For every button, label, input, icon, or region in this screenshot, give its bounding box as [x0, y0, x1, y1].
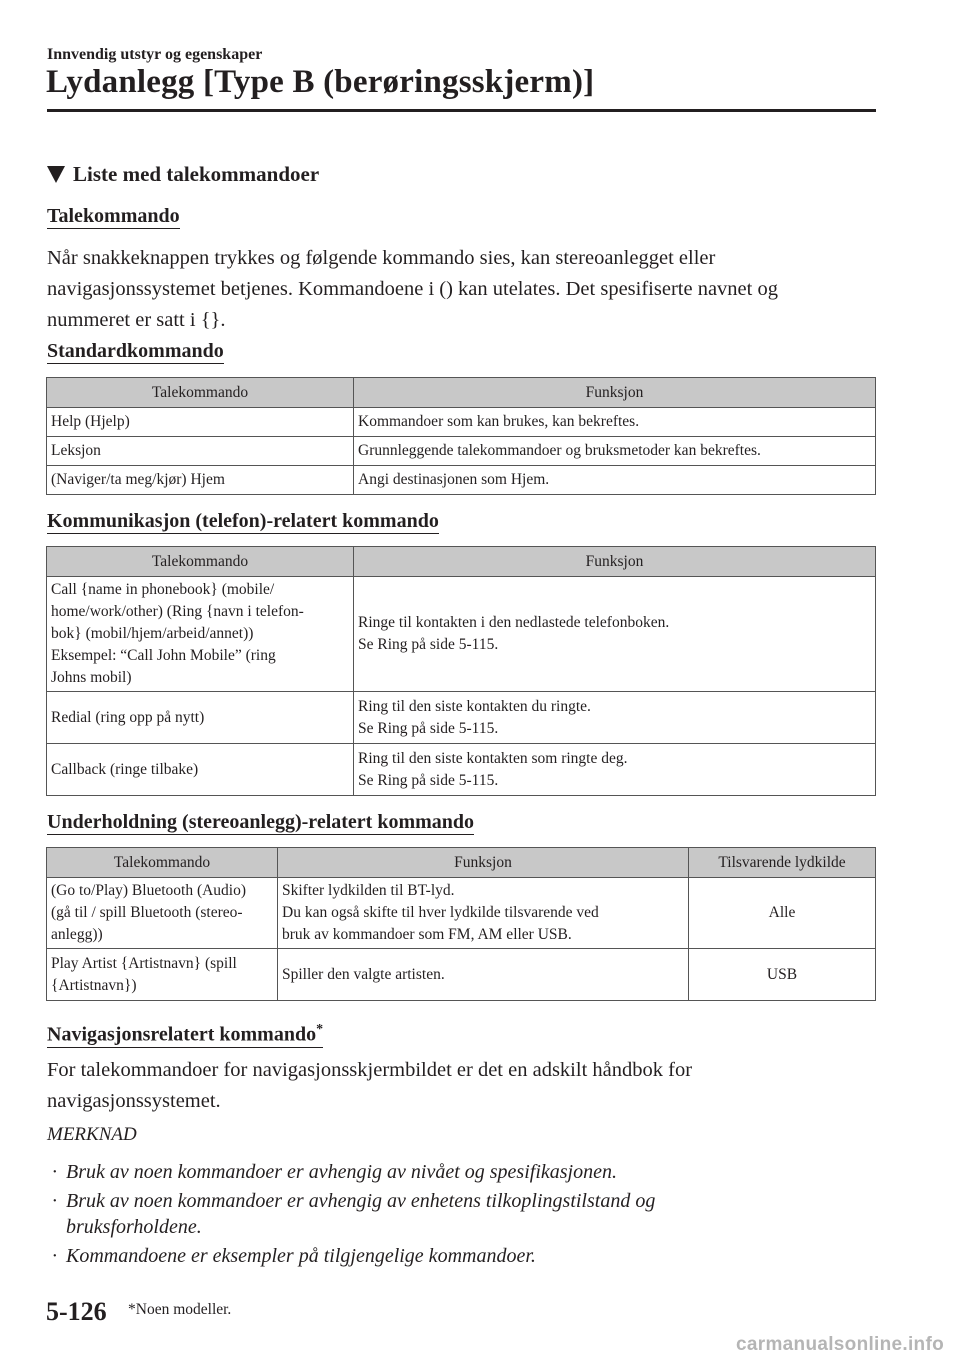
navigation-heading-text: Navigasjonsrelatert kommando [47, 1023, 317, 1046]
cell-line: anlegg)) [51, 926, 103, 943]
note-text: Bruk av noen kommandoer er avhengig av enhetens tilkoplingstilstand og [66, 1190, 656, 1212]
bullet-icon: · [52, 1161, 57, 1183]
section-heading [47, 162, 319, 187]
standard-table [46, 377, 876, 495]
column-header: Talekommando [47, 378, 354, 408]
cell-line: Ringe til kontakten i den nedlastede telefonboken. [358, 614, 670, 631]
source-cell: Alle [689, 878, 876, 949]
command-cell: Help (Hjelp) [47, 408, 354, 437]
cell-line: (Go to/Play) Bluetooth (Audio) [51, 882, 247, 899]
column-header: Talekommando [47, 848, 278, 878]
table-row [47, 577, 876, 692]
navigation-line: navigasjonssystemet. [47, 1090, 221, 1112]
function-cell: Angi destinasjonen som Hjem. [354, 466, 876, 495]
cell-line: Ring til den siste kontakten som ringte deg. [358, 749, 628, 767]
note-label: MERKNAD [47, 1124, 137, 1145]
cell-line: Call {name in phonebook} (mobile/ [51, 581, 275, 598]
cell-line: {Artistnavn}) [51, 976, 137, 994]
cell-line: Spiller den valgte artisten. [282, 965, 445, 983]
command-cell: Leksjon [47, 437, 354, 466]
function-cell [354, 744, 876, 796]
cell-line: Redial (ring opp på nytt) [51, 708, 205, 726]
watermark: carmanualsonline.info [736, 1334, 944, 1355]
triangle-down-icon [47, 166, 65, 183]
chapter-label: Innvendig utstyr og egenskaper [47, 46, 263, 63]
cell-line: Play Artist {Artistnavn} (spill [51, 954, 237, 972]
note-item [52, 1243, 812, 1269]
command-cell [47, 878, 278, 949]
table-row [47, 408, 876, 437]
section-heading-text: Liste med talekommandoer [73, 162, 320, 186]
column-header: Funksjon [278, 848, 689, 878]
cell-line: Se Ring på side 5-115. [358, 636, 499, 653]
table-row [47, 878, 876, 949]
bullet-icon: · [52, 1245, 57, 1267]
bullet-icon: · [52, 1190, 57, 1212]
source-cell: USB [689, 949, 876, 1001]
function-cell: Kommandoer som kan brukes, kan bekreftes. [354, 408, 876, 437]
function-cell [354, 692, 876, 744]
navigation-paragraph [47, 1055, 692, 1117]
table-row [47, 692, 876, 744]
title-rule [47, 109, 876, 112]
cell-line: Du kan også skifte til hver lydkilde tilsvarende ved [282, 904, 599, 921]
page-number: 5-126 [46, 1297, 107, 1326]
column-header: Funksjon [354, 547, 876, 577]
command-cell [47, 577, 354, 692]
column-header: Funksjon [354, 378, 876, 408]
intro-line: nummeret er satt i {}. [47, 309, 226, 331]
table-row [47, 466, 876, 495]
function-cell [354, 577, 876, 692]
communication-heading: Kommunikasjon (telefon)-relatert kommando [47, 510, 439, 532]
navigation-line: For talekommandoer for navigasjonsskjermbildet er det en adskilt håndbok for [47, 1059, 693, 1081]
asterisk-marker: * [316, 1022, 324, 1037]
command-cell [47, 744, 354, 796]
cell-line: home/work/other) (Ring {navn i telefon- [51, 603, 304, 620]
cell-line: Se Ring på side 5-115. [358, 719, 499, 737]
cell-line: Eksempel: “Call John Mobile” (ring [51, 647, 276, 664]
entertainment-heading: Underholdning (stereoanlegg)-relatert kommando [47, 811, 475, 833]
note-item [52, 1188, 812, 1240]
column-header: Tilsvarende lydkilde [689, 848, 876, 878]
cell-line: Ring til den siste kontakten du ringte. [358, 697, 591, 715]
table-header-row [47, 848, 876, 878]
table-row [47, 744, 876, 796]
intro-line: Når snakkeknappen trykkes og følgende kommando sies, kan stereoanlegget eller [47, 247, 716, 269]
cell-line: (gå til / spill Bluetooth (stereo- [51, 904, 243, 921]
cell-line: Se Ring på side 5-115. [358, 771, 499, 789]
navigation-heading [47, 1019, 323, 1048]
intro-paragraph [47, 243, 778, 336]
command-cell [47, 949, 278, 1001]
standard-heading: Standardkommando [47, 340, 224, 362]
cell-line: bruk av kommandoer som FM, AM eller USB. [282, 926, 572, 943]
entertainment-table [46, 847, 876, 1001]
command-cell [47, 692, 354, 744]
function-cell [278, 949, 689, 1001]
column-header: Talekommando [47, 547, 354, 577]
voice-command-subheading: Talekommando [47, 205, 180, 227]
note-text: bruksforholdene. [66, 1216, 202, 1238]
table-header-row [47, 378, 876, 408]
function-cell: Grunnleggende talekommandoer og bruksmetoder kan bekreftes. [354, 437, 876, 466]
intro-line: navigasjonssystemet betjenes. Kommandoene i () kan utelates. Det spesifiserte navnet og [47, 278, 778, 300]
note-text: Kommandoene er eksempler på tilgjengelige kommandoer. [66, 1245, 536, 1267]
cell-line: Johns mobil) [51, 669, 132, 686]
table-row [47, 949, 876, 1001]
note-text: Bruk av noen kommandoer er avhengig av nivået og spesifikasjonen. [66, 1161, 617, 1183]
page-title: Lydanlegg [Type B (berøringsskjerm)] [46, 64, 595, 100]
cell-line: bok} (mobil/hjem/arbeid/annet)) [51, 625, 254, 642]
cell-line: Skifter lydkilden til BT-lyd. [282, 882, 455, 899]
cell-line: Callback (ringe tilbake) [51, 760, 199, 778]
function-cell [278, 878, 689, 949]
table-header-row [47, 547, 876, 577]
command-cell: (Naviger/ta meg/kjør) Hjem [47, 466, 354, 495]
note-item [52, 1159, 812, 1185]
footnote: *Noen modeller. [128, 1301, 232, 1318]
communication-table [46, 546, 876, 796]
table-row [47, 437, 876, 466]
